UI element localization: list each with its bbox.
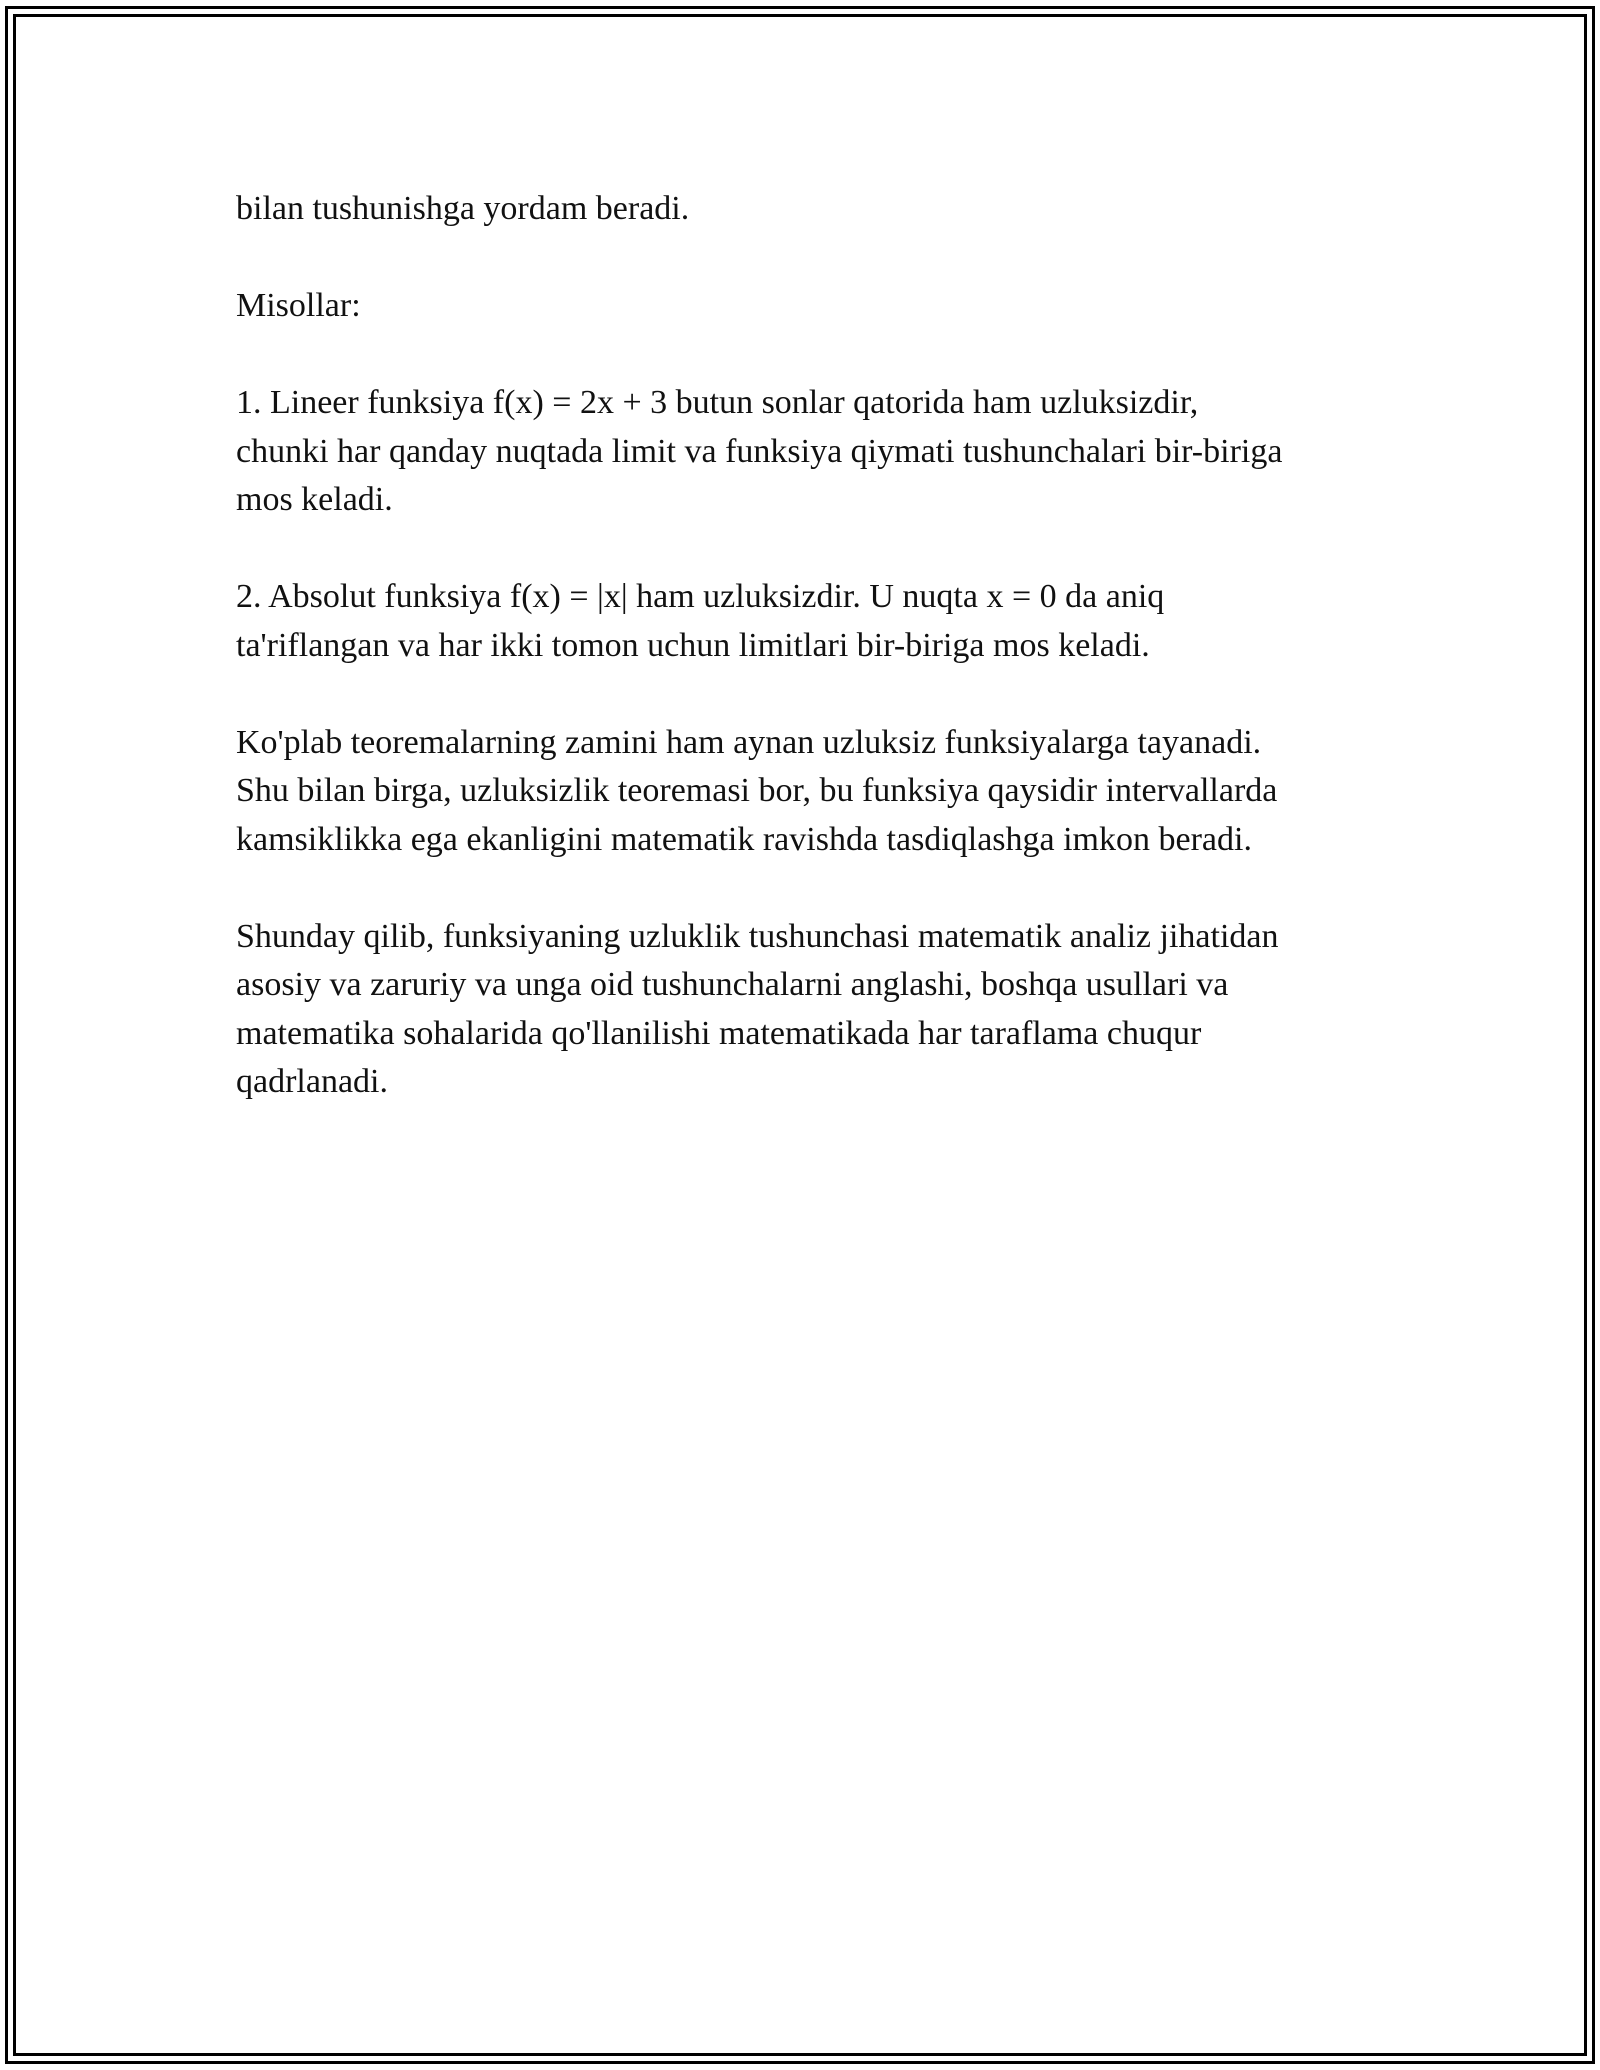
text-line: chunki har qanday nuqtada limit va funksiya qiymati tushunchalari bir-biriga — [236, 432, 1283, 470]
text-line: matematika sohalarida qo'llanilishi matematikada har taraflama chuqur — [236, 1014, 1202, 1052]
text-line: ta'riflangan va har ikki tomon uchun limitlari bir-biriga mos keladi. — [236, 626, 1150, 664]
paragraph-continuation — [236, 185, 1386, 234]
paragraph-example-1 — [236, 379, 1386, 525]
text-line: 2. Absolut funksiya f(x) = |x| ham uzluksizdir. U nuqta x = 0 da aniq — [236, 578, 1165, 615]
paragraph-example-2 — [236, 573, 1386, 670]
text-line: asosiy va zaruriy va unga oid tushunchalarni anglashi, boshqa usullari va — [236, 966, 1229, 1003]
text-line: Shunday qilib, funksiyaning uzluklik tushunchasi matematik analiz jihatidan — [236, 917, 1279, 955]
text-line: Shu bilan birga, uzluksizlik teoremasi bor, bu funksiya qaysidir intervallarda — [236, 772, 1278, 809]
text-line: 1. Lineer funksiya f(x) = 2x + 3 butun sonlar qatorida ham uzluksizdir, — [236, 384, 1199, 421]
paragraph-theorems — [236, 719, 1386, 865]
text-line: Misollar: — [236, 287, 361, 324]
text-line: bilan tushunishga yordam beradi. — [236, 190, 690, 227]
text-line: qadrlanadi. — [236, 1063, 388, 1100]
text-line: kamsiklikka ega ekanligini matematik ravishda tasdiqlashga imkon beradi. — [236, 820, 1252, 858]
text-line: Ko'plab teoremalarning zamini ham aynan uzluksiz funksiyalarga tayanadi. — [236, 723, 1262, 761]
paragraph-conclusion — [236, 913, 1386, 1107]
text-line: mos keladi. — [236, 481, 393, 518]
paragraph-examples-heading — [236, 282, 1386, 331]
document-body — [236, 185, 1386, 1155]
